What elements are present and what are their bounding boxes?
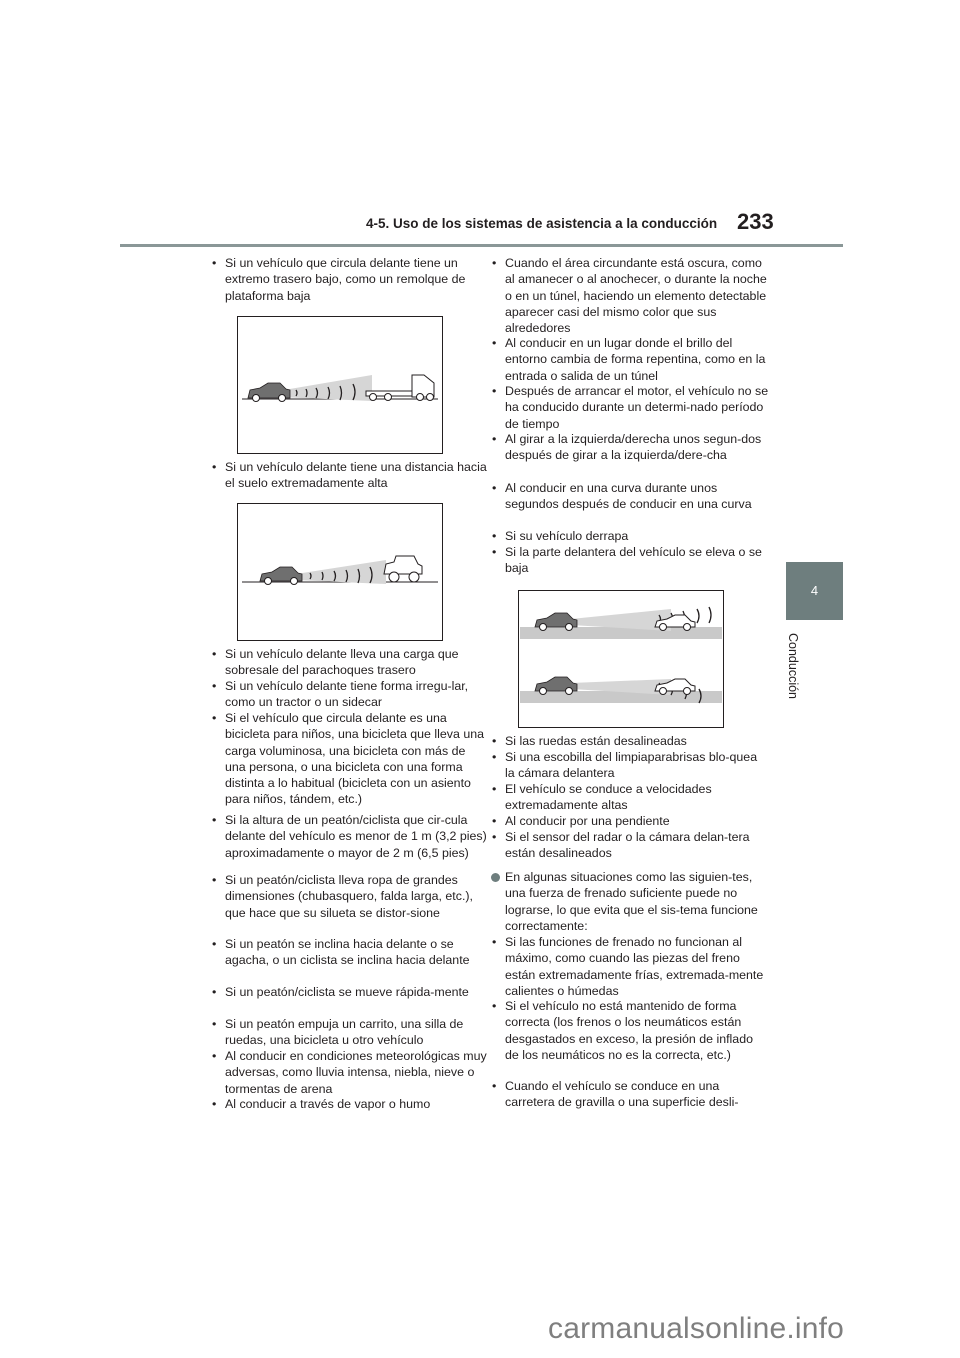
watermark: carmanualsonline.info bbox=[548, 1312, 845, 1345]
list-item: • Si un vehículo delante tiene una distancia hacia el suelo extremadamente alta bbox=[211, 459, 487, 492]
page-number: 233 bbox=[737, 209, 774, 234]
list-item: • Si el vehículo no está mantenido de forma correcta (los frenos o los neumáticos están desgastados en exceso, la presión de inflado de los neumáticos no es la correcta, etc.) bbox=[491, 998, 769, 1063]
note-paragraph bbox=[491, 869, 769, 934]
high-clearance-vehicle-illustration bbox=[237, 503, 443, 641]
list-item: • Si la altura de un peatón/ciclista que cir-cula delante del vehículo es menor de 1 m (3,2 pies) aproximadamente o mayor de 2 m (6,5 pies) bbox=[211, 812, 487, 861]
list-item: • Al conducir en condiciones meteorológicas muy adversas, como lluvia intensa, niebla, nieve o tormentas de arena bbox=[211, 1048, 487, 1097]
list-item: • Al girar a la izquierda/derecha unos segun-dos después de girar a la izquierda/dere-cha bbox=[491, 431, 769, 464]
header-divider bbox=[120, 244, 843, 247]
list-item: • Si el sensor del radar o la cámara delan-tera están desalineados bbox=[491, 829, 769, 862]
list-item: • Si la parte delantera del vehículo se eleva o se baja bbox=[491, 544, 769, 577]
list-item: • Si las ruedas están desalineadas bbox=[491, 733, 769, 749]
note-text: En algunas situaciones como las siguien-tes, una fuerza de frenado suficiente puede no lograrse, lo que evita que el sis-tema funcione correctamente: bbox=[505, 870, 758, 933]
list-item: • Al conducir por una pendiente bbox=[491, 813, 769, 829]
list-item: • Si un vehículo delante tiene forma irregu-lar, como un tractor o un sidecar bbox=[211, 678, 487, 711]
list-item: • Si una escobilla del limpiaparabrisas blo-quea la cámara delantera bbox=[491, 749, 769, 782]
list-item: • El vehículo se conduce a velocidades extremadamente altas bbox=[491, 781, 769, 814]
list-item: • Si un vehículo que circula delante tiene un extremo trasero bajo, como un remolque de plataforma baja bbox=[211, 255, 487, 304]
chapter-tab[interactable]: 4 bbox=[786, 562, 843, 620]
list-item: • Si un peatón empuja un carrito, una silla de ruedas, una bicicleta u otro vehículo bbox=[211, 1016, 487, 1049]
chapter-side-label: Conducción bbox=[786, 632, 800, 700]
list-item: • Si un peatón/ciclista lleva ropa de grandes dimensiones (chubasquero, falda larga, etc.), que hace que su silueta se distor-sione bbox=[211, 872, 487, 921]
chapter-header-title: 4-5. Uso de los sistemas de asistencia a la conducción bbox=[366, 216, 718, 231]
list-item: • Si el vehículo que circula delante es una bicicleta para niños, una bicicleta que lleva una carga voluminosa, una bicicleta con más de una persona, o una bicicleta con una forma distinta a lo habitual (bicicleta con un asiento para niños, tándem, etc.) bbox=[211, 710, 487, 808]
list-item: • Al conducir a través de vapor o humo bbox=[211, 1096, 487, 1112]
low-trailer-illustration bbox=[237, 316, 443, 454]
list-item: • Al conducir en un lugar donde el brillo del entorno cambia de forma repentina, como en la entrada o salida de un túnel bbox=[491, 335, 769, 384]
list-item: • Si su vehículo derrapa bbox=[491, 528, 769, 544]
list-item: • Cuando el área circundante está oscura, como al amanecer o al anochecer, o durante la noche o en un túnel, haciendo un elemento detectable aparecer casi del mismo color que sus alrededores bbox=[491, 255, 769, 336]
list-item: • Si un peatón se inclina hacia delante o se agacha, o un ciclista se inclina hacia delante bbox=[211, 936, 487, 969]
list-item: • Al conducir en una curva durante unos segundos después de conducir en una curva bbox=[491, 480, 769, 513]
list-item: • Si un vehículo delante lleva una carga que sobresale del parachoques trasero bbox=[211, 646, 487, 679]
list-item: • Después de arrancar el motor, el vehículo no se ha conducido durante un determi-nado período de tiempo bbox=[491, 383, 769, 432]
list-item: • Si las funciones de frenado no funcionan al máximo, como cuando las piezas del freno están extremadamente frías, extremada-mente calientes o húmedas bbox=[491, 934, 769, 999]
list-item: • Si un peatón/ciclista se mueve rápida-mente bbox=[211, 984, 487, 1000]
vehicle-pitch-illustration bbox=[518, 590, 724, 728]
list-item: • Cuando el vehículo se conduce en una carretera de gravilla o una superficie desli- bbox=[491, 1078, 769, 1111]
circle-bullet-icon bbox=[491, 873, 500, 882]
